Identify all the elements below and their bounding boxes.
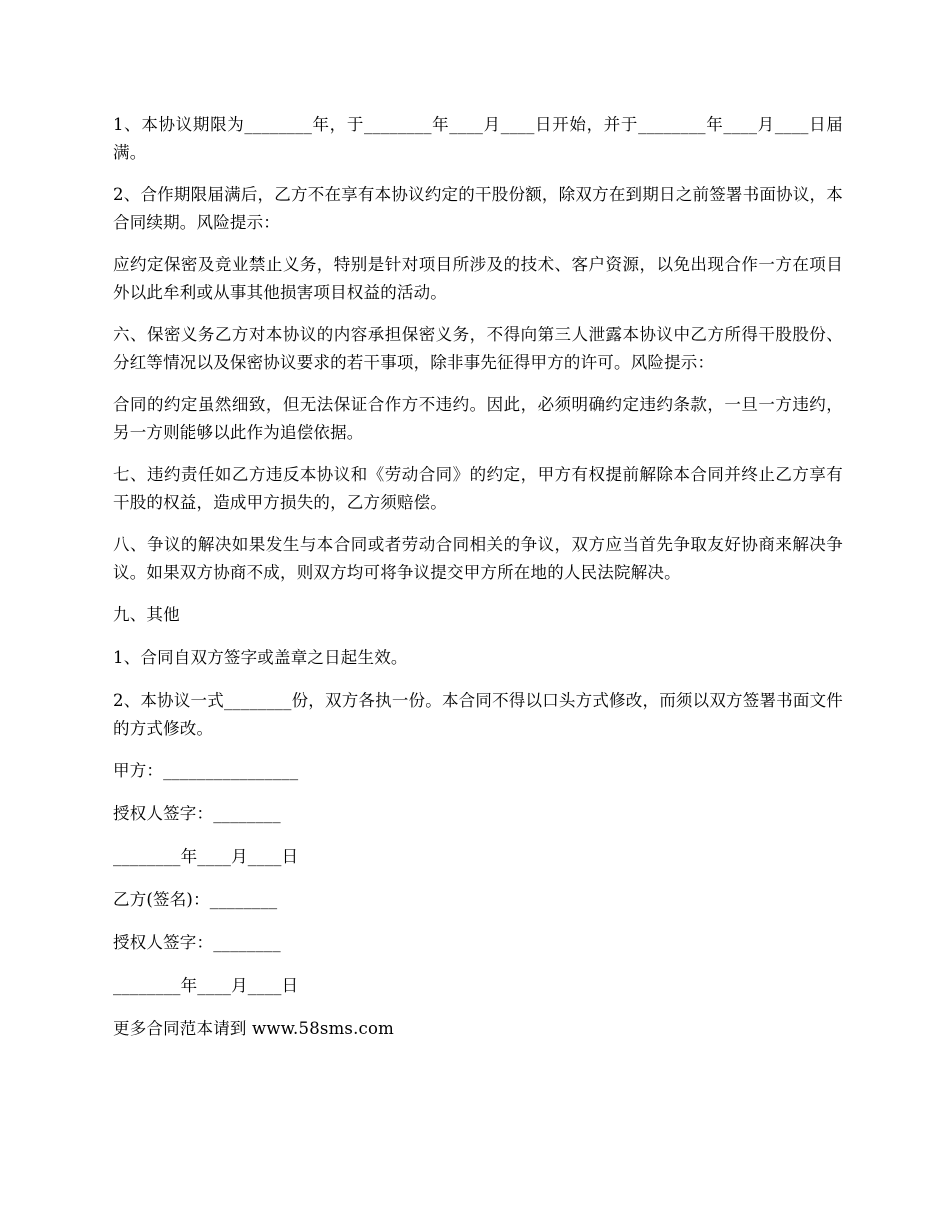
party-b-authorized-signature: 授权人签字：________	[113, 933, 281, 952]
clause-term-duration: 1、本协议期限为________年，于________年____月____日开始，并于________年____月____日届满。	[113, 115, 843, 162]
footer-more-templates: 更多合同范本请到 www.58sms.com	[113, 1019, 394, 1038]
section-heading-other: 九、其他	[113, 605, 180, 624]
party-b-date: ________年____月____日	[113, 976, 299, 995]
party-b-signature: 乙方(签名)：________	[113, 890, 278, 909]
clause-term-expiry: 2、合作期限届满后，乙方不在享有本协议约定的干股份额，除双方在到期日之前签署书面协议，本合同续期。风险提示：	[113, 185, 843, 232]
party-a-authorized-signature: 授权人签字：________	[113, 804, 281, 823]
risk-note-breach: 合同的约定虽然细致，但无法保证合作方不违约。因此，必须明确约定违约条款，一旦一方违约，另一方则能够以此作为追偿依据。	[113, 395, 843, 442]
clause-liability: 七、违约责任如乙方违反本协议和《劳动合同》的约定，甲方有权提前解除本合同并终止乙方享有干股的权益，造成甲方损失的，乙方须赔偿。	[113, 465, 843, 512]
clause-confidentiality: 六、保密义务乙方对本协议的内容承担保密义务，不得向第三人泄露本协议中乙方所得干股股份、分红等情况以及保密协议要求的若干事项，除非事先征得甲方的许可。风险提示：	[113, 325, 843, 372]
clause-dispute: 八、争议的解决如果发生与本合同或者劳动合同相关的争议，双方应当首先争取友好协商来解决争议。如果双方协商不成，则双方均可将争议提交甲方所在地的人民法院解决。	[113, 535, 843, 582]
document-body	[113, 111, 843, 1058]
risk-note-confidentiality: 应约定保密及竞业禁止义务，特别是针对项目所涉及的技术、客户资源，以免出现合作一方在项目外以此牟利或从事其他损害项目权益的活动。	[113, 255, 843, 302]
clause-copies: 2、本协议一式________份，双方各执一份。本合同不得以口头方式修改，而须以双方签署书面文件的方式修改。	[113, 691, 843, 738]
party-a-date: ________年____月____日	[113, 847, 299, 866]
party-a-line: 甲方：________________	[113, 761, 299, 780]
clause-effective: 1、合同自双方签字或盖章之日起生效。	[113, 648, 408, 667]
